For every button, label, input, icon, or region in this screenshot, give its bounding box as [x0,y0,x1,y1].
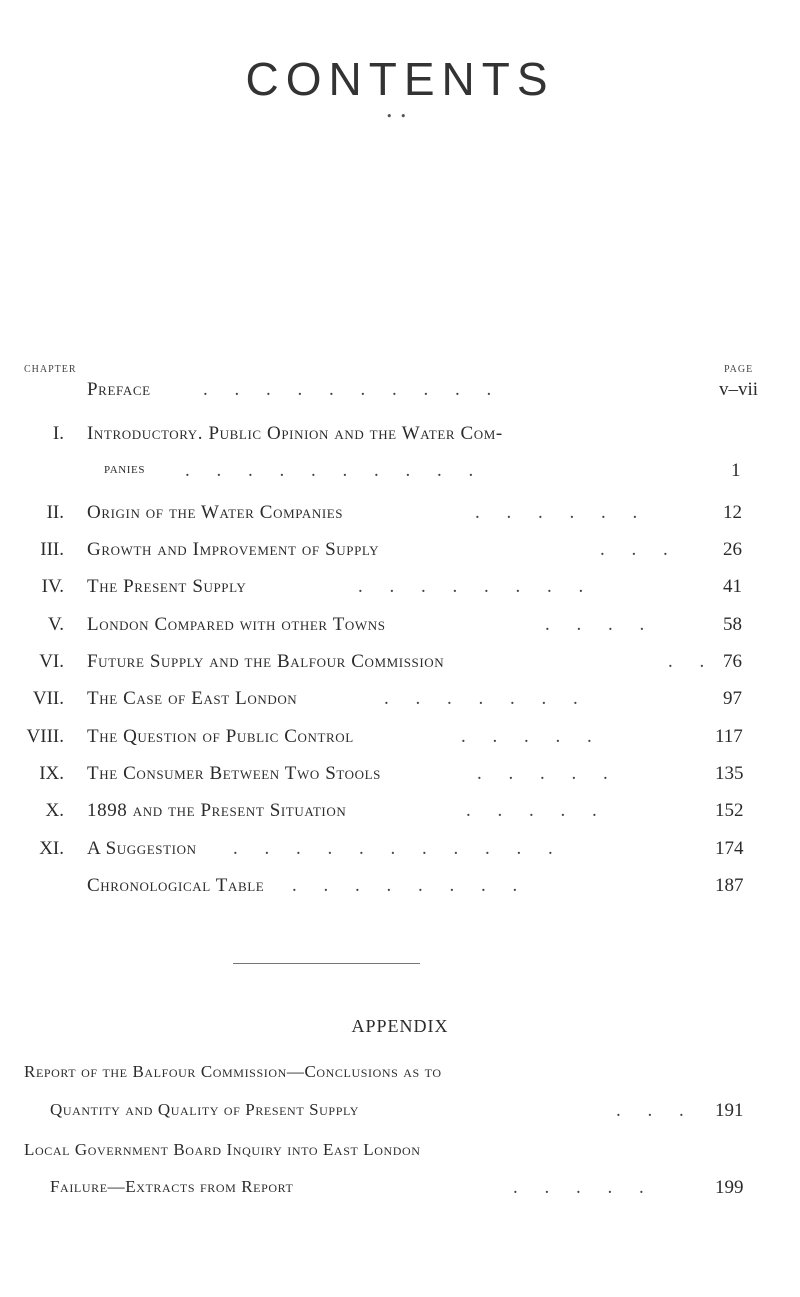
entry-leader: . . . . . . . . [358,576,595,597]
entry-leader: . . . . . . . . . . . [233,838,564,859]
appendix-entry-line1: Local Government Board Inquiry into East London [24,1140,421,1159]
entry-page: v–vii [719,379,759,400]
entry-number: X. [45,800,64,821]
entry-title: London Compared with other Towns [87,614,386,635]
entry-title: Preface [87,379,151,400]
entry-leader: . . . . [545,614,656,635]
appendix-entry-line1: Report of the Balfour Commission—Conclusions as to [24,1062,442,1081]
entry-title: Future Supply and the Balfour Commission [87,651,445,672]
section-divider [233,963,420,964]
entry-number: XI. [39,838,64,859]
entry-title: The Present Supply [87,576,247,597]
entry-number: II. [46,502,64,523]
entry-page: 117 [715,726,743,747]
entry-title: A Suggestion [87,838,197,859]
entry-title: Introductory. Public Opinion and the Water Com- [87,423,503,444]
entry-title: The Question of Public Control [87,726,354,747]
page-title: CONTENTS [245,53,555,105]
appendix-entry-line2: Quantity and Quality of Present Supply [50,1100,359,1119]
entry-page: 97 [723,688,742,709]
entry-leader: . . . [616,1100,695,1121]
entry-title: 1898 and the Present Situation [87,800,347,821]
entry-page: 174 [715,838,744,859]
entry-page: 135 [715,763,744,784]
entry-leader: . . [668,651,716,672]
entry-page: 76 [723,651,742,672]
entry-page: 12 [723,502,742,523]
entry-leader: . . . [600,539,679,560]
appendix-entry-line2: Failure—Extracts from Report [50,1177,294,1196]
entry-leader: . . . . . . . . [292,875,529,896]
appendix-title: APPENDIX [351,1016,449,1036]
entry-leader: . . . . . [466,800,608,821]
entry-leader: . . . . . [513,1177,655,1198]
entry-page: 1 [731,460,741,481]
entry-number: V. [47,614,64,635]
entry-page: 187 [715,875,744,896]
entry-number: IV. [41,576,64,597]
chapter-header: CHAPTER [24,364,77,375]
page-header: PAGE [724,364,754,375]
entry-title: The Case of East London [87,688,298,709]
entry-page: 41 [723,576,742,597]
entry-number: VII. [32,688,64,709]
entry-leader: . . . . . . . . . . [203,379,503,400]
entry-title-continued: panies [104,460,146,477]
entry-page: 191 [715,1100,744,1121]
entry-leader: . . . . . . [475,502,649,523]
entry-number: I. [52,423,64,444]
entry-title: Origin of the Water Companies [87,502,344,523]
entry-leader: . . . . . . . . . . [185,460,485,481]
entry-number: IX. [39,763,64,784]
entry-title: Chronological Table [87,875,265,896]
entry-page: 152 [715,800,744,821]
entry-title: Growth and Improvement of Supply [87,539,380,560]
ornament: • • [386,110,409,123]
entry-leader: . . . . . [477,763,619,784]
entry-page: 26 [723,539,742,560]
entry-leader: . . . . . . . [384,688,589,709]
entry-number: III. [40,539,64,560]
entry-page: 199 [715,1177,744,1198]
entry-page: 58 [723,614,742,635]
entry-leader: . . . . . [461,726,603,747]
entry-number: VI. [39,651,64,672]
entry-number: VIII. [26,726,64,747]
entry-title: The Consumer Between Two Stools [87,763,382,784]
